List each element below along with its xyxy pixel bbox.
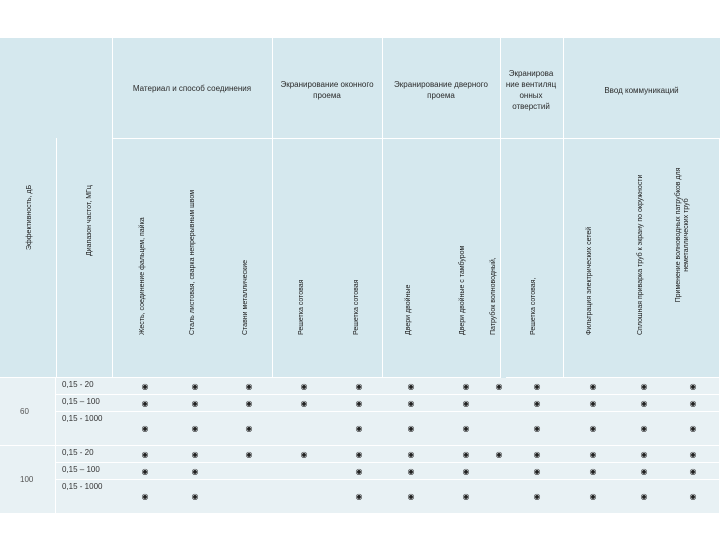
header-sep-7: [112, 138, 720, 139]
applicability-mark: ◉: [245, 399, 253, 408]
applicability-mark: ◉: [640, 467, 648, 476]
applicability-mark: ◉: [407, 424, 415, 433]
applicability-mark: ◉: [355, 450, 363, 459]
column-header-10: Фильтрация электрических сетей: [586, 226, 593, 335]
header-sep-5: [500, 38, 501, 378]
applicability-mark: ◉: [191, 492, 199, 501]
applicability-mark: ◉: [141, 424, 149, 433]
column-header-9: Решетка сотовая,: [530, 277, 537, 335]
column-header-3: Ставни металлические: [242, 260, 249, 335]
column-header-7: Двери двойные с тамбуром: [459, 245, 466, 335]
applicability-mark: ◉: [245, 424, 253, 433]
applicability-mark: ◉: [533, 382, 541, 391]
applicability-mark: ◉: [462, 450, 470, 459]
applicability-mark: ◉: [640, 450, 648, 459]
applicability-mark: ◉: [407, 382, 415, 391]
frequency-range: 0,15 - 20: [62, 380, 94, 389]
column-header-5: Решетка сотовая: [353, 279, 360, 335]
applicability-mark: ◉: [589, 467, 597, 476]
applicability-mark: ◉: [141, 492, 149, 501]
applicability-mark: ◉: [462, 492, 470, 501]
frequency-range: 0,15 - 20: [62, 448, 94, 457]
applicability-mark: ◉: [191, 399, 199, 408]
applicability-mark: ◉: [355, 382, 363, 391]
header-rotated-area: [0, 138, 720, 378]
frequency-range: 0,15 – 100: [62, 397, 100, 406]
applicability-mark: ◉: [407, 492, 415, 501]
group-header-vent: Экранирова ние вентиляц онных отверстий: [505, 69, 557, 111]
applicability-mark: ◉: [191, 424, 199, 433]
applicability-mark: ◉: [462, 424, 470, 433]
table-row: [56, 412, 720, 446]
applicability-mark: ◉: [589, 382, 597, 391]
frequency-range: 0,15 - 1000: [62, 482, 103, 491]
applicability-mark: ◉: [355, 424, 363, 433]
applicability-mark: ◉: [355, 467, 363, 476]
applicability-mark: ◉: [245, 450, 253, 459]
applicability-mark: ◉: [462, 382, 470, 391]
applicability-mark: ◉: [689, 492, 697, 501]
applicability-mark: ◉: [300, 399, 308, 408]
group-header-comm: Ввод коммуникаций: [604, 85, 679, 95]
header-attenuation: Эффективность, дБ: [26, 184, 33, 250]
attenuation-value: 60: [20, 407, 29, 416]
applicability-mark: ◉: [495, 450, 503, 459]
applicability-mark: ◉: [533, 424, 541, 433]
applicability-mark: ◉: [462, 399, 470, 408]
applicability-mark: ◉: [407, 399, 415, 408]
frequency-range: 0,15 - 1000: [62, 414, 103, 423]
table-row: [56, 395, 720, 412]
header-sep-1: [56, 138, 57, 378]
applicability-mark: ◉: [191, 450, 199, 459]
applicability-mark: ◉: [640, 382, 648, 391]
applicability-mark: ◉: [689, 467, 697, 476]
applicability-mark: ◉: [141, 399, 149, 408]
applicability-mark: ◉: [141, 467, 149, 476]
applicability-mark: ◉: [141, 450, 149, 459]
applicability-mark: ◉: [640, 424, 648, 433]
column-header-1: Жесть, соединение фальцем, пайка: [139, 217, 146, 335]
applicability-mark: ◉: [640, 399, 648, 408]
group-header-door: Экранирование дверного проема: [394, 80, 488, 100]
applicability-mark: ◉: [300, 450, 308, 459]
column-header-8: Патрубок волноводный,: [490, 257, 497, 335]
column-header-6: Двери двойные: [405, 284, 412, 335]
table-row: [56, 463, 720, 480]
applicability-mark: ◉: [689, 399, 697, 408]
applicability-mark: ◉: [689, 424, 697, 433]
applicability-mark: ◉: [689, 450, 697, 459]
group-header-material: Материал и способ соединения: [132, 83, 252, 93]
applicability-mark: ◉: [589, 424, 597, 433]
header-frequency: Диапазон частот, МГц: [86, 185, 93, 256]
applicability-mark: ◉: [689, 382, 697, 391]
applicability-mark: ◉: [300, 382, 308, 391]
applicability-mark: ◉: [355, 399, 363, 408]
attenuation-value: 100: [20, 475, 34, 484]
applicability-mark: ◉: [533, 492, 541, 501]
applicability-mark: ◉: [141, 382, 149, 391]
applicability-mark: ◉: [640, 492, 648, 501]
column-header-4: Решетка сотовая: [298, 279, 305, 335]
applicability-mark: ◉: [533, 467, 541, 476]
frequency-range: 0,15 – 100: [62, 465, 100, 474]
column-header-12: Применение волноводных патрубков для неметаллических труб: [675, 167, 690, 303]
applicability-mark: ◉: [407, 450, 415, 459]
column-header-11: Сплошная приварка труб к экрану по окружности: [637, 174, 644, 335]
group-header-window: Экранирование оконного проема: [280, 80, 374, 100]
table-row: [56, 480, 720, 514]
applicability-mark: ◉: [191, 382, 199, 391]
applicability-mark: ◉: [589, 450, 597, 459]
applicability-mark: ◉: [533, 450, 541, 459]
column-header-2: Сталь листовая, сварка непрерывным швом: [189, 189, 196, 335]
applicability-mark: ◉: [407, 467, 415, 476]
applicability-mark: ◉: [245, 382, 253, 391]
applicability-mark: ◉: [191, 467, 199, 476]
table-row: [56, 378, 720, 395]
table-row: [56, 446, 720, 463]
applicability-mark: ◉: [589, 492, 597, 501]
applicability-mark: ◉: [495, 382, 503, 391]
applicability-mark: ◉: [355, 492, 363, 501]
applicability-mark: ◉: [462, 467, 470, 476]
applicability-mark: ◉: [533, 399, 541, 408]
applicability-mark: ◉: [589, 399, 597, 408]
